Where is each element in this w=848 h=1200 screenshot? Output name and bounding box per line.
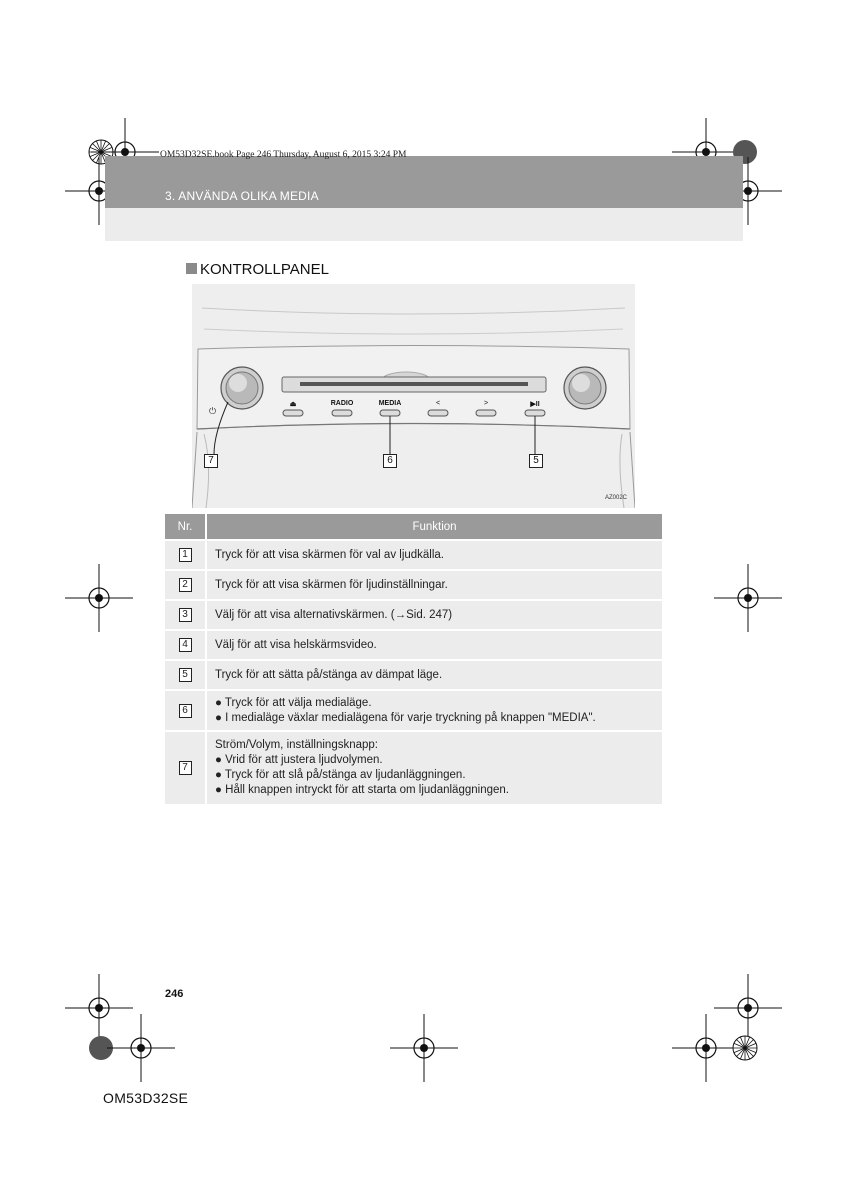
table-row — [165, 690, 662, 731]
seek-back-icon: < — [435, 400, 441, 407]
eject-icon: ⏏ — [289, 401, 297, 408]
header-function: Funktion — [206, 514, 662, 540]
row-number: 3 — [179, 608, 192, 622]
print-info: OM53D32SE.book Page 246 Thursday, August 6, 2015 3:24 PM — [160, 150, 407, 160]
table-row — [165, 570, 662, 600]
row-number: 6 — [179, 704, 192, 718]
row-text: Tryck för att visa skärmen för ljudinställningar. — [215, 578, 448, 591]
figure-code: AZ002C — [605, 495, 628, 501]
heading-square-icon — [186, 263, 197, 274]
header-nr: Nr. — [165, 514, 206, 540]
control-panel-figure — [192, 284, 635, 508]
control-panel-illustration — [192, 284, 635, 508]
row-bullet: ● Håll knappen intryckt för att starta om ljudanläggningen. — [215, 784, 509, 796]
row-number: 4 — [179, 638, 192, 652]
row-number: 7 — [179, 761, 192, 775]
table-row — [165, 660, 662, 690]
table-row — [165, 731, 662, 804]
callout-6: 6 — [383, 454, 397, 468]
table-row — [165, 540, 662, 570]
row-bullet: ● Tryck för att välja medialäge. — [215, 696, 372, 709]
section-title: 3. ANVÄNDA OLIKA MEDIA — [165, 189, 319, 203]
header-subband — [105, 208, 743, 241]
row-bullet: ● I medialäge växlar medialägena för varje tryckning på knappen "MEDIA". — [215, 711, 596, 724]
page-number: 246 — [165, 988, 184, 1000]
row-number: 5 — [179, 668, 192, 682]
table-header-row — [165, 514, 662, 540]
media-button-label: MEDIA — [378, 400, 402, 407]
radio-button-label: RADIO — [330, 400, 354, 407]
row-number: 2 — [179, 578, 192, 592]
row-text: Ström/Volym, inställningsknapp: — [215, 739, 378, 751]
table-row — [165, 600, 662, 630]
table-row — [165, 630, 662, 660]
play-pause-icon: ▶II — [530, 401, 540, 408]
callout-7: 7 — [204, 454, 218, 468]
row-text: Välj för att visa alternativskärmen. (→Sid. 247) — [215, 608, 453, 621]
seek-forward-icon: > — [483, 400, 489, 407]
document-id: OM53D32SE — [103, 1090, 189, 1106]
row-text: Tryck för att visa skärmen för val av ljudkälla. — [215, 548, 445, 561]
section-heading-text: KONTROLLPANEL — [200, 261, 329, 278]
row-number: 1 — [179, 548, 192, 562]
row-text: Välj för att visa helskärmsvideo. — [215, 638, 377, 651]
row-bullet: ● Vrid för att justera ljudvolymen. — [215, 754, 383, 766]
callout-5: 5 — [529, 454, 543, 468]
power-icon: ⏻ — [209, 406, 217, 416]
row-bullet: ● Tryck för att slå på/stänga av ljudanläggningen. — [215, 769, 466, 781]
section-heading — [186, 261, 329, 278]
function-table — [165, 514, 662, 804]
row-text: Tryck för att sätta på/stänga av dämpat läge. — [215, 668, 443, 681]
